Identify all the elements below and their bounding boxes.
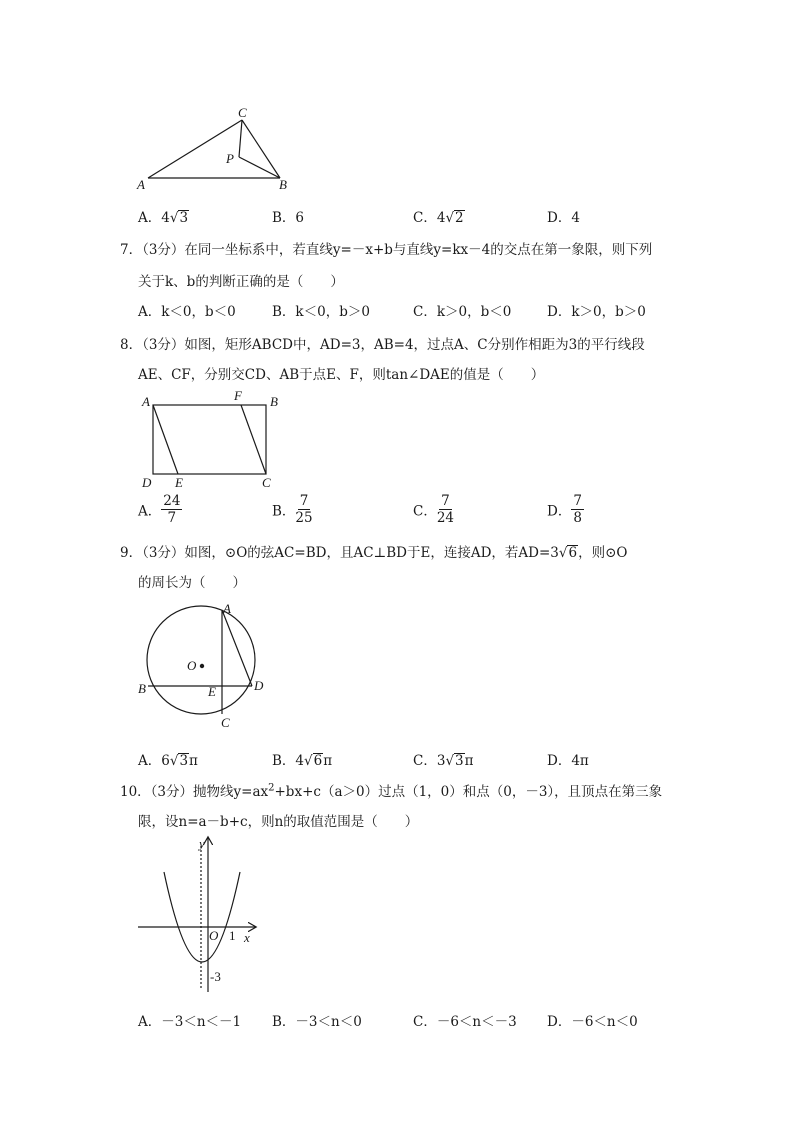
sqrt-icon: √	[445, 753, 455, 769]
fraction-denominator: 7	[167, 510, 177, 527]
option-label: A．	[138, 753, 162, 769]
q10-option-a[interactable]	[138, 1010, 241, 1030]
q10-label-origin: O	[209, 928, 219, 943]
q6-option-c[interactable]	[413, 206, 465, 226]
q8-option-b[interactable]	[272, 494, 313, 525]
option-fraction	[437, 494, 454, 525]
q10-stem-part2: +bx+c（a＞0）过点（1，0）和点（0，－3），且顶点在第三象	[274, 784, 663, 800]
q8-label-c: C	[262, 475, 271, 490]
option-text: －6＜n＜－3	[436, 1014, 517, 1030]
q8-label-e: E	[175, 475, 183, 490]
q10-label-x: x	[244, 930, 250, 945]
q8-option-a[interactable]	[138, 494, 182, 525]
q9-stem-line2: 的周长为（ ）	[138, 575, 246, 591]
option-coef: 4	[161, 210, 170, 226]
q7-option-b[interactable]	[272, 300, 370, 320]
q7-option-a[interactable]	[138, 300, 236, 320]
q8-label-b: B	[270, 394, 278, 409]
q6-option-b[interactable]	[272, 206, 304, 226]
q10-stem-line2: 限，设n=a－b+c，则n的取值范围是（ ）	[138, 814, 419, 830]
q7-stem-line2: 关于k、b的判断正确的是（ ）	[138, 274, 344, 290]
option-fraction	[571, 494, 584, 525]
option-suffix: π	[323, 753, 333, 769]
q9-option-d[interactable]	[547, 749, 589, 769]
q7-option-c[interactable]	[413, 300, 511, 320]
q8-stem-line2: AE、CF，分别交CD、AB于点E、F，则tan∠DAE的值是（ ）	[138, 367, 545, 383]
option-label: B．	[272, 304, 296, 320]
option-radicand: 3	[179, 753, 189, 769]
q8-option-c[interactable]	[413, 494, 454, 525]
option-coef: 4	[436, 210, 446, 226]
q10-label-y: y	[199, 836, 205, 851]
fraction-numerator: 7	[573, 493, 582, 509]
option-label: B．	[272, 1014, 296, 1030]
sqrt-icon: √	[169, 753, 179, 769]
option-text: k＜0，b＞0	[295, 304, 370, 320]
fraction-numerator: 7	[441, 493, 450, 509]
option-label: C．	[413, 753, 437, 769]
option-label: C．	[413, 1014, 437, 1030]
option-radicand: 3	[179, 210, 189, 226]
q7-stem-line1: 7．（3分）在同一坐标系中，若直线y=－x+b与直线y=kx－4的交点在第一象限，则下列	[120, 242, 653, 258]
q10-label-neg3: -3	[210, 969, 221, 984]
q6-label-b: B	[279, 177, 287, 192]
sqrt-icon: √	[558, 545, 568, 561]
sqrt-icon: √	[169, 210, 179, 226]
option-coef: 3	[436, 753, 446, 769]
option-label: D．	[547, 1014, 572, 1030]
q10-stem-exponent: 2	[268, 782, 275, 794]
q9-stem-line1	[120, 541, 627, 561]
option-text: k＜0，b＜0	[161, 304, 236, 320]
option-radicand: 6	[313, 753, 323, 769]
q10-label-one: 1	[229, 928, 236, 943]
sqrt-icon: √	[445, 210, 455, 226]
q9-label-o: O	[187, 658, 197, 673]
q9-label-e: E	[208, 684, 216, 699]
q8-label-a: A	[142, 394, 150, 409]
q8-label-f: F	[234, 388, 242, 403]
q6-label-p: P	[226, 151, 234, 166]
q10-parabola-figure	[134, 832, 264, 997]
q8-option-d[interactable]	[547, 494, 584, 525]
option-radicand: 3	[455, 753, 464, 769]
q7-option-d[interactable]	[547, 300, 646, 320]
q9-label-d: D	[254, 678, 264, 693]
q9-stem-part1: 9．（3分）如图，⊙O的弦AC=BD，且AC⊥BD于E，连接AD，若AD=3	[120, 545, 559, 561]
fraction-numerator: 24	[163, 493, 181, 509]
q8-rectangle-figure	[138, 388, 288, 493]
option-value: 6	[295, 210, 305, 226]
q10-option-b[interactable]	[272, 1010, 362, 1030]
option-fraction	[161, 494, 182, 525]
q9-option-a[interactable]	[138, 749, 198, 769]
q9-label-b: B	[138, 681, 146, 696]
q8-stem-line1: 8．（3分）如图，矩形ABCD中，AD=3，AB=4，过点A、C分别作相距为3的平行线段	[120, 337, 645, 353]
q10-option-d[interactable]	[547, 1010, 638, 1030]
q9-label-a: A	[223, 601, 231, 616]
option-text: k＞0，b＜0	[436, 304, 512, 320]
q6-option-d[interactable]	[547, 206, 580, 226]
option-radicand: 2	[455, 210, 464, 226]
option-text: k＞0，b＞0	[571, 304, 646, 320]
option-label: D．	[547, 304, 572, 320]
option-label: C．	[413, 304, 437, 320]
fraction-denominator: 8	[573, 510, 582, 527]
option-coef: 4	[295, 753, 305, 769]
fraction-denominator: 25	[295, 510, 313, 527]
option-label: A．	[138, 304, 162, 320]
option-label: C．	[413, 210, 437, 226]
option-label: A．	[138, 503, 162, 520]
q6-label-a: A	[137, 177, 145, 192]
q9-label-c: C	[221, 715, 230, 730]
option-label: B．	[272, 753, 296, 769]
option-label: D．	[547, 503, 572, 520]
q10-stem-part1: 10．（3分）抛物线y=ax	[120, 784, 269, 800]
fraction-denominator: 24	[436, 510, 455, 527]
q6-label-c: C	[238, 105, 247, 120]
q6-triangle-figure	[135, 100, 305, 195]
q9-option-b[interactable]	[272, 749, 332, 769]
option-value: 4	[571, 210, 580, 226]
fraction-numerator: 7	[299, 493, 309, 509]
q10-stem-line1	[120, 780, 662, 800]
q8-label-d: D	[142, 475, 152, 490]
option-label: C．	[413, 503, 437, 520]
option-value: 4π	[571, 753, 589, 769]
q9-option-c[interactable]	[413, 749, 474, 769]
option-text: －6＜n＜0	[571, 1014, 638, 1030]
option-suffix: π	[464, 753, 474, 769]
option-text: －3＜n＜0	[295, 1014, 362, 1030]
option-coef: 6	[161, 753, 170, 769]
q9-circle-figure	[134, 600, 274, 735]
q10-option-c[interactable]	[413, 1010, 517, 1030]
option-label: D．	[547, 210, 572, 226]
option-text: －3＜n＜－1	[161, 1014, 242, 1030]
option-label: B．	[272, 210, 296, 226]
sqrt-icon: √	[304, 753, 313, 769]
option-label: B．	[272, 503, 296, 520]
option-label: D．	[547, 753, 572, 769]
option-suffix: π	[189, 753, 198, 769]
q9-stem-part2: ，则⊙O	[578, 545, 628, 561]
q9-stem-radicand: 6	[568, 545, 578, 561]
option-label: A．	[138, 210, 162, 226]
option-label: A．	[138, 1014, 162, 1030]
q6-option-a[interactable]	[138, 206, 189, 226]
option-fraction	[295, 494, 312, 525]
